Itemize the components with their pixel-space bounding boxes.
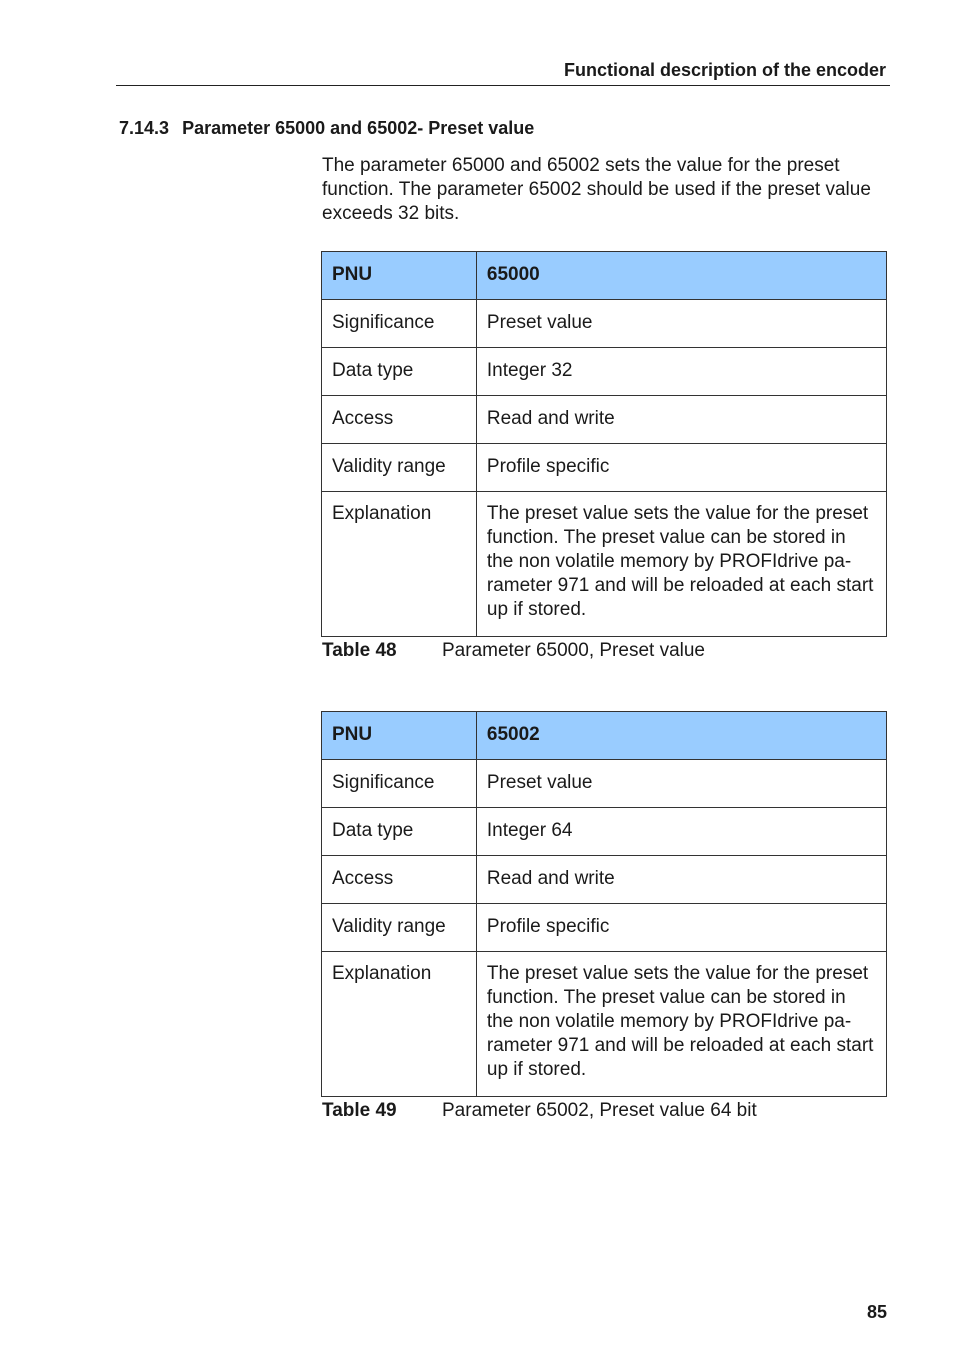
row-value: The preset value sets the value for the preset function. The preset value can be stored in the non volatile memory by PROFIdrive pa-rameter 971 and will be reloaded at each start up if stored. — [476, 952, 886, 1097]
row-label: Explanation — [322, 952, 477, 1097]
row-label: Significance — [322, 300, 477, 348]
row-value: Read and write — [476, 856, 886, 904]
row-value: The preset value sets the value for the preset function. The preset value can be stored in the non volatile memory by PROFIdrive pa-rameter 971 and will be reloaded at each start up if stored. — [476, 492, 886, 637]
table-header-row — [322, 712, 887, 760]
header-cell-pnu: PNU — [322, 712, 477, 760]
caption-text: Parameter 65002, Preset value 64 bit — [442, 1100, 757, 1121]
row-label: Validity range — [322, 444, 477, 492]
row-label: Access — [322, 396, 477, 444]
table-row — [322, 952, 887, 1097]
header-cell-value: 65002 — [476, 712, 886, 760]
header-rule — [116, 85, 890, 86]
table-row — [322, 856, 887, 904]
table-row — [322, 348, 887, 396]
section-number: 7.14.3 — [119, 118, 170, 138]
caption-label: Table 49 — [322, 1100, 397, 1121]
section-title: Parameter 65000 and 65002- Preset value — [182, 118, 535, 138]
parameter-table-65000 — [321, 251, 887, 637]
table-row — [322, 396, 887, 444]
row-label: Validity range — [322, 904, 477, 952]
caption-text: Parameter 65000, Preset value — [442, 640, 705, 661]
running-head: Functional description of the encoder — [563, 60, 886, 80]
row-value: Preset value — [476, 300, 886, 348]
row-label: Access — [322, 856, 477, 904]
row-value: Profile specific — [476, 904, 886, 952]
section-heading — [119, 116, 534, 140]
row-value: Integer 64 — [476, 808, 886, 856]
row-value: Preset value — [476, 760, 886, 808]
row-value: Profile specific — [476, 444, 886, 492]
table-caption — [322, 1099, 757, 1123]
row-label: Explanation — [322, 492, 477, 637]
table-row — [322, 492, 887, 637]
header-cell-value: 65000 — [476, 252, 886, 300]
table-row — [322, 444, 887, 492]
table-row — [322, 904, 887, 952]
table-row — [322, 300, 887, 348]
row-label: Data type — [322, 348, 477, 396]
caption-label: Table 48 — [322, 640, 397, 661]
table-caption — [322, 639, 705, 663]
header-cell-pnu: PNU — [322, 252, 477, 300]
parameter-table-65002 — [321, 711, 887, 1097]
page-number: 85 — [866, 1302, 887, 1322]
intro-paragraph: The parameter 65000 and 65002 sets the value for the preset function. The parameter 65002 should be used if the preset value exceeds 32 bits. — [322, 155, 871, 224]
table-row — [322, 808, 887, 856]
row-label: Data type — [322, 808, 477, 856]
row-value: Integer 32 — [476, 348, 886, 396]
table-header-row — [322, 252, 887, 300]
row-value: Read and write — [476, 396, 886, 444]
row-label: Significance — [322, 760, 477, 808]
table-row — [322, 760, 887, 808]
